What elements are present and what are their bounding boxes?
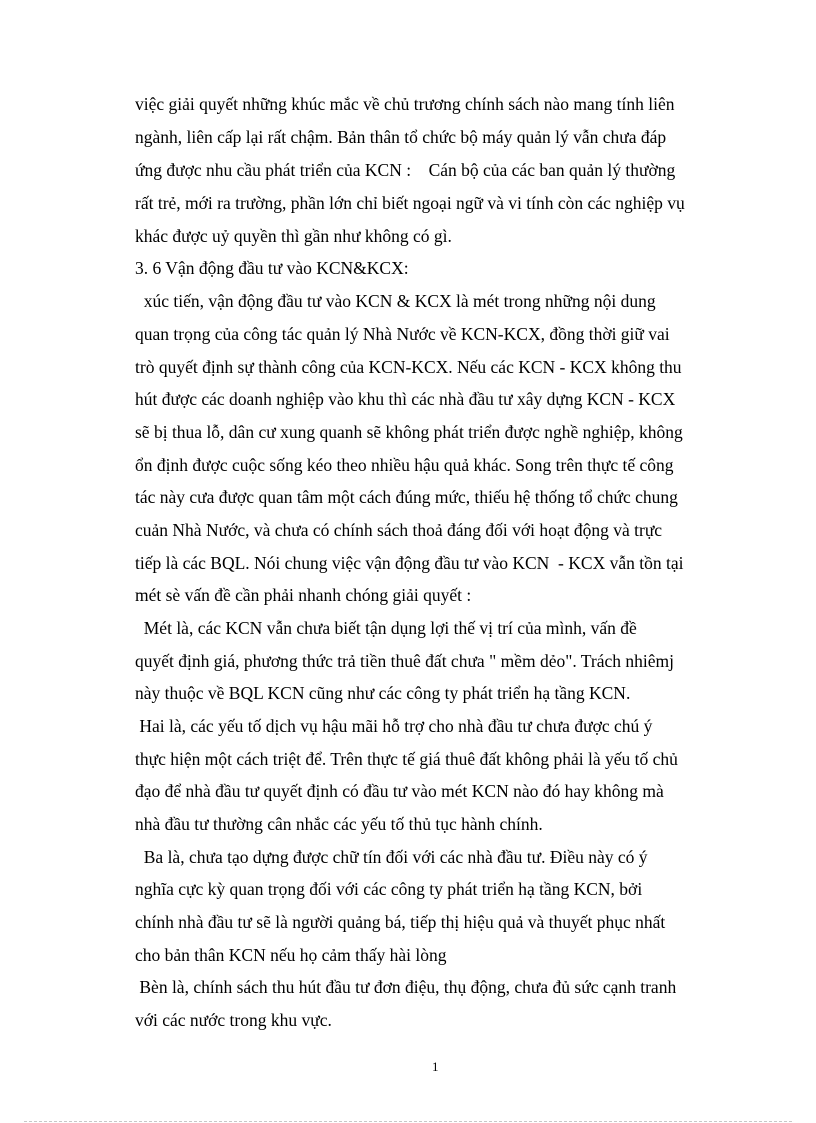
text-line: quyết định giá, phương thức trả tiền thuê đất chưa " mềm dẻo". Trách nhiêmj [135,651,674,671]
text-line: việc giải quyết những khúc mắc về chủ trương chính sách nào mang tính liên [135,94,675,114]
text-line: nhà đầu tư thường cân nhắc các yếu tố thủ tục hành chính. [135,814,543,834]
text-line: hút được các doanh nghiệp vào khu thì các nhà đầu tư xây dựng KCN - KCX [135,389,676,409]
text-line: ngành, liên cấp lại rất chậm. Bản thân tổ chức bộ máy quản lý vẫn chưa đáp [135,127,667,147]
text-line: ứng được nhu cầu phát triển của KCN : Cán bộ của các ban quản lý thường [135,160,676,180]
text-line: quan trọng của công tác quản lý Nhà Nước về KCN-KCX, đồng thời giữ vai [135,324,670,344]
text-line: Bèn là, chính sách thu hút đầu tư đơn điệu, thụ động, chưa đủ sức cạnh tranh [135,977,677,997]
section-heading: 3. 6 Vận động đầu tư vào KCN&KCX: [135,258,409,278]
text-line: chính nhà đầu tư sẽ là người quảng bá, tiếp thị hiệu quả và thuyết phục nhất [135,912,666,932]
text-line: Ba là, chưa tạo dựng được chữ tín đối với các nhà đầu tư. Điều này có ý [135,847,648,867]
text-line: ổn định được cuộc sống kéo theo nhiều hậu quả khác. Song trên thực tế công [135,455,674,475]
text-line: Hai là, các yếu tố dịch vụ hậu mãi hỗ trợ cho nhà đầu tư chưa được chú ý [135,716,653,736]
text-line: đạo để nhà đầu tư quyết định có đầu tư vào mét KCN nào đó hay không mà [135,781,664,801]
text-line: tác này cưa được quan tâm một cách đúng mức, thiếu hệ thống tổ chức chung [135,487,678,507]
text-line: sẽ bị thua lỗ, dân cư xung quanh sẽ không phát triển được nghề nghiệp, không [135,422,683,442]
text-line: khác được uỷ quyền thì gần như không có gì. [135,226,452,246]
page-boundary-divider [24,1121,792,1122]
text-line: với các nước trong khu vực. [135,1010,332,1030]
text-line: trò quyết định sự thành công của KCN-KCX. Nếu các KCN - KCX không thu [135,357,682,377]
text-line: tiếp là các BQL. Nói chung việc vận động đầu tư vào KCN - KCX vẫn tồn tại [135,553,684,573]
text-line: Mét là, các KCN vẫn chưa biết tận dụng lợi thế vị trí của mình, vấn đề [135,618,637,638]
text-line: nghĩa cực kỳ quan trọng đối với các công ty phát triển hạ tầng KCN, bởi [135,879,643,899]
text-line: cho bản thân KCN nếu họ cảm thấy hài lòng [135,945,447,965]
page-number: 1 [432,1059,439,1074]
text-line: rất trẻ, mới ra trường, phần lớn chỉ biết ngoại ngữ và vi tính còn các nghiệp vụ [135,193,685,213]
text-line: mét sè vấn đề cần phải nhanh chóng giải quyết : [135,585,472,605]
text-line: này thuộc về BQL KCN cũng như các công ty phát triển hạ tầng KCN. [135,683,631,703]
text-line: cuản Nhà Nước, và chưa có chính sách thoả đáng đối với hoạt động và trực [135,520,663,540]
text-line: thực hiện một cách triệt để. Trên thực tế giá thuê đất không phải là yếu tố chủ [135,749,678,769]
text-line: xúc tiến, vận động đầu tư vào KCN & KCX là mét trong những nội dung [135,291,656,311]
